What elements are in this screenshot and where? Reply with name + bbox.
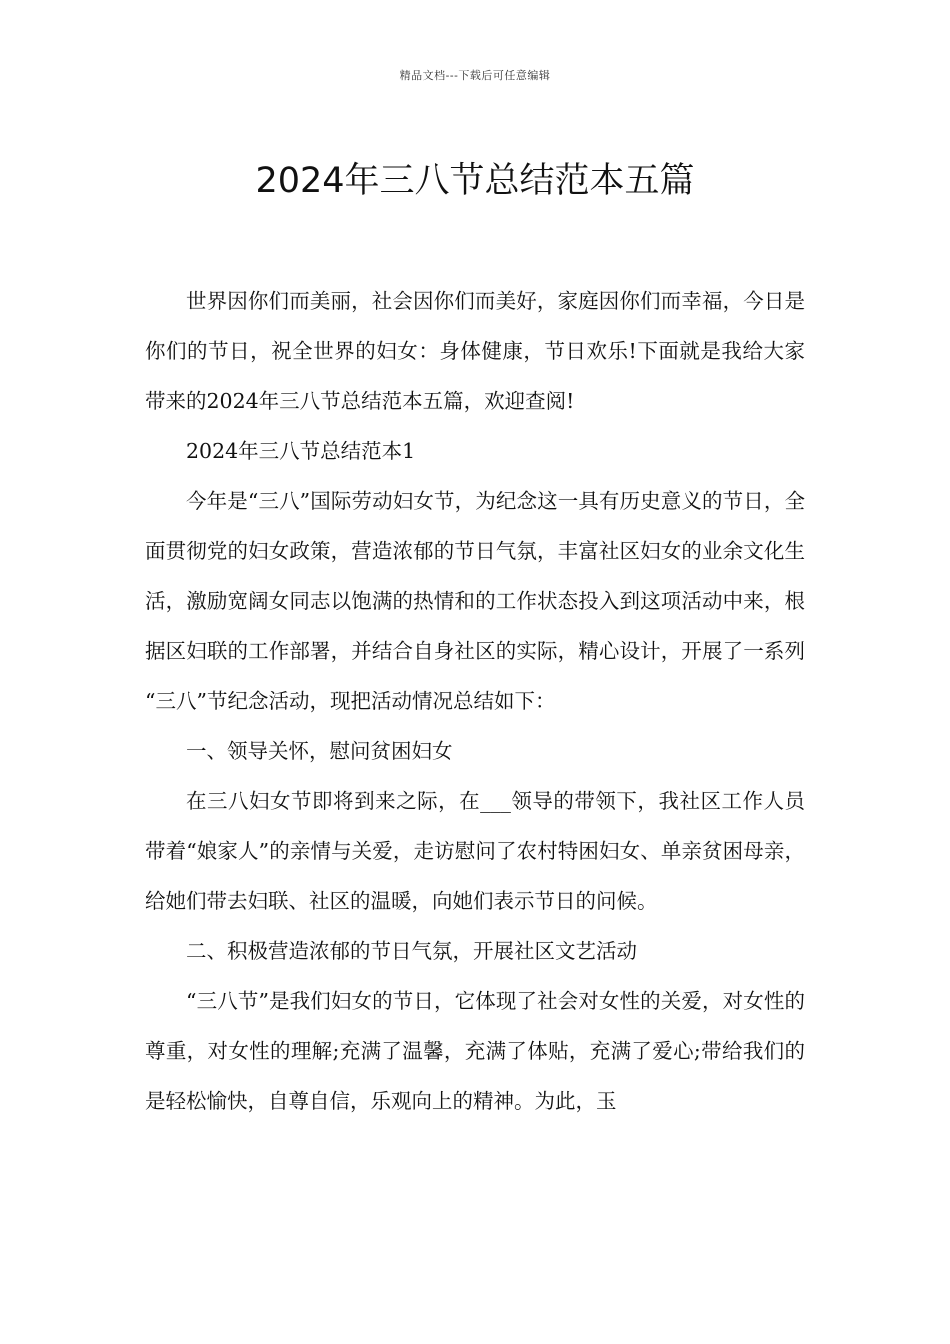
body-paragraph: 今年是“三八”国际劳动妇女节，为纪念这一具有历史意义的节日，全面贯彻党的妇女政策，营造浓郁的节日气氛，丰富社区妇女的业余文化生活，激励宽阔女同志以饱满的热情和的工作状态投入到这项活动中来，根据区妇联的工作部署，并结合自身社区的实际，精心设计，开展了一系列 “三八”节纪念活动，现把活动情况总结如下： <box>145 489 805 713</box>
body-paragraph: 在三八妇女节即将到来之际，在___领导的带领下，我社区工作人员带着“娘家人”的亲情与关爱，走访慰问了农村特困妇女、单亲贫困母亲，给她们带去妇联、社区的温暖，向她们表示节日的问候。 <box>145 789 805 913</box>
document-title: 2024年三八节总结范本五篇 <box>255 161 695 202</box>
intro-paragraph: 世界因你们而美丽，社会因你们而美好，家庭因你们而幸福，今日是你们的节日，祝全世界的妇女：身体健康，节日欢乐!下面就是我给大家带来的2024年三八节总结范本五篇，欢迎查阅! <box>145 289 805 413</box>
document-body <box>145 276 805 1126</box>
subheading-1: 一、领导关怀，慰问贫困妇女 <box>186 739 453 763</box>
subheading-2: 二、积极营造浓郁的节日气氛，开展社区文艺活动 <box>186 939 637 963</box>
section-title-1: 2024年三八节总结范本1 <box>186 439 416 463</box>
body-paragraph: “三八节”是我们妇女的节日，它体现了社会对女性的关爱，对女性的尊重，对女性的理解;充满了温馨，充满了体贴，充满了爱心;带给我们的是轻松愉快，自尊自信，乐观向上的精神。为此，玉 <box>145 989 805 1113</box>
document-header-note: 精品文档---下载后可任意编辑 <box>399 69 551 82</box>
